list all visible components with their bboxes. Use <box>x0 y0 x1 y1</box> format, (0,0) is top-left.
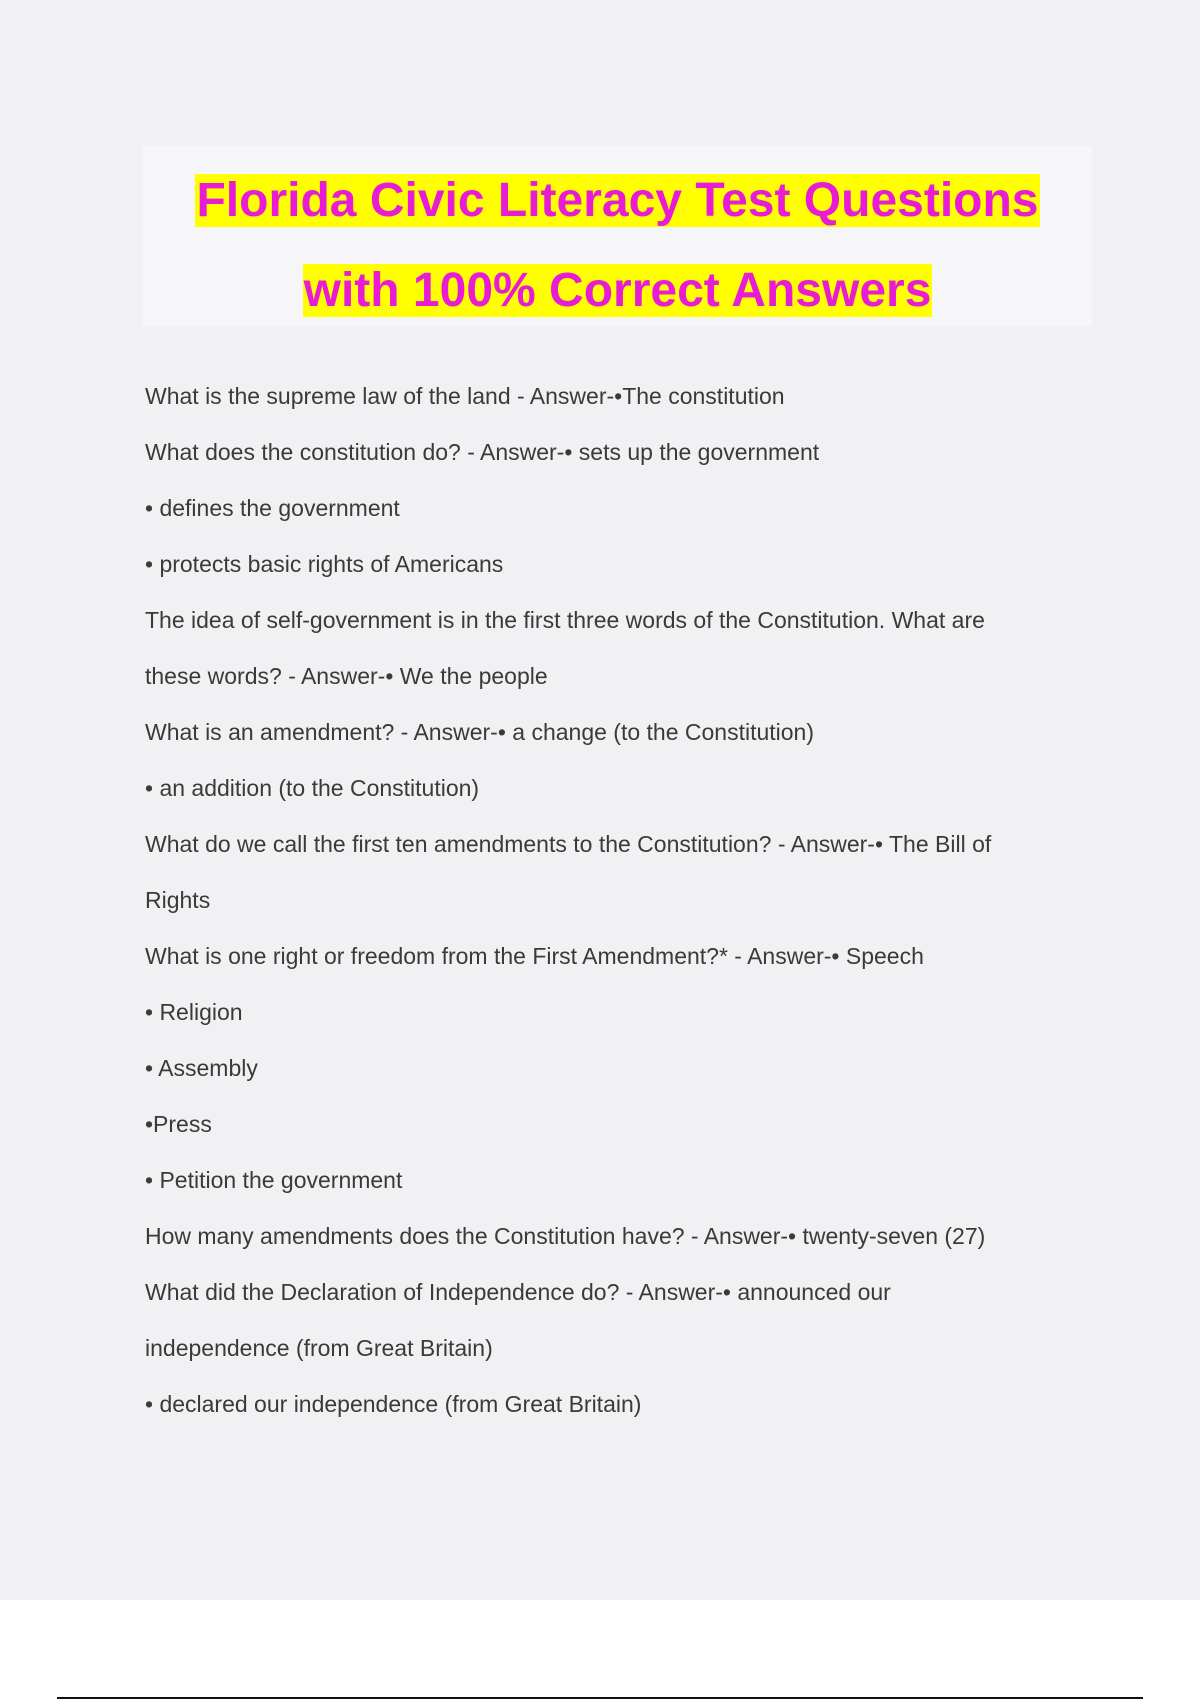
qa-line: • Petition the government <box>145 1167 403 1193</box>
document-title-line-2: with 100% Correct Answers <box>303 264 932 317</box>
qa-line: What is an amendment? - Answer-• a change (to the Constitution) <box>145 719 814 745</box>
qa-line: • Assembly <box>145 1055 258 1081</box>
qa-line: • defines the government <box>145 495 400 521</box>
footer-divider <box>57 1697 1143 1699</box>
qa-line: Rights <box>145 887 211 913</box>
qa-line: these words? - Answer-• We the people <box>145 663 548 689</box>
qa-line: • protects basic rights of Americans <box>145 551 504 577</box>
qa-line: •Press <box>145 1111 212 1137</box>
qa-line: The idea of self-government is in the first three words of the Constitution. What are <box>145 607 985 633</box>
qa-line: What is one right or freedom from the First Amendment?* - Answer-• Speech <box>145 943 924 969</box>
qa-line: independence (from Great Britain) <box>145 1335 493 1361</box>
qa-line: What does the constitution do? - Answer-• sets up the government <box>145 439 820 465</box>
qa-line: • declared our independence (from Great Britain) <box>145 1391 642 1417</box>
document-title-line-1: Florida Civic Literacy Test Questions <box>196 174 1039 227</box>
qa-line: • an addition (to the Constitution) <box>145 775 480 801</box>
title-block <box>143 146 1092 326</box>
qa-line: • Religion <box>145 999 243 1025</box>
qa-content <box>145 368 1065 1432</box>
qa-line: What did the Declaration of Independence do? - Answer-• announced our <box>145 1279 891 1305</box>
qa-line: What do we call the first ten amendments to the Constitution? - Answer-• The Bill of <box>145 831 992 857</box>
qa-line: How many amendments does the Constitution have? - Answer-• twenty-seven (27) <box>145 1223 986 1249</box>
qa-line: What is the supreme law of the land - Answer-•The constitution <box>145 383 785 409</box>
